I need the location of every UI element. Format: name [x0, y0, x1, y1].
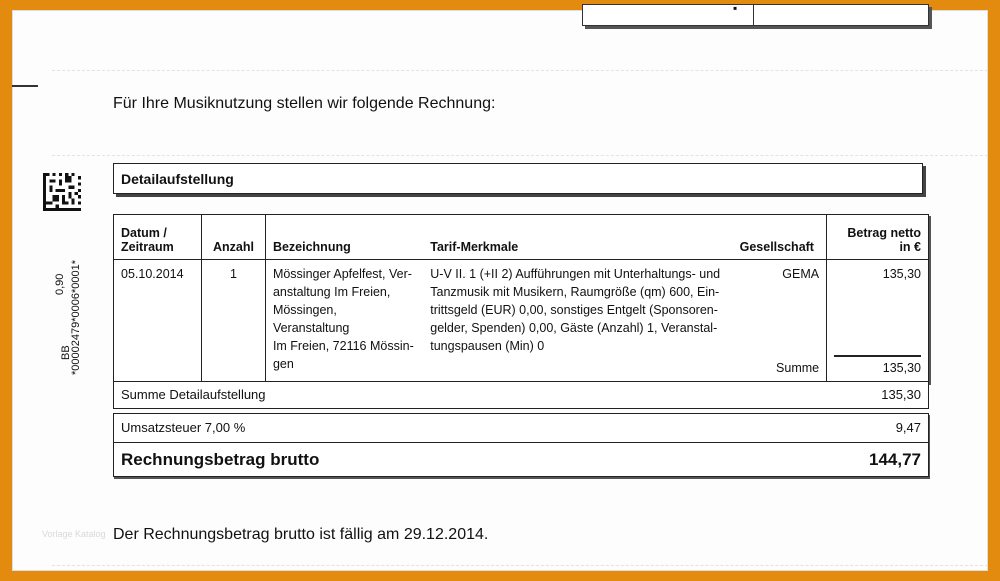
tarif-line: U-V II. 1 (+II 2) Aufführungen mit Unterhaltungs- und — [430, 267, 721, 281]
top-box-divider — [753, 5, 754, 25]
bezeichnung-line: Mössinger Apfelfest, Ver- — [272, 267, 412, 281]
header-datum: Datum / Zeitraum — [114, 215, 202, 260]
totals-divider — [114, 442, 928, 443]
bezeichnung-line: Mössingen, Veranstaltung — [272, 303, 350, 335]
summe-detail-label: Summe Detailaufstellung — [121, 387, 266, 402]
cell-betrag — [827, 260, 929, 383]
umsatzsteuer-label: Umsatzsteuer 7,00 % — [121, 420, 246, 435]
due-text: Der Rechnungsbetrag brutto ist fällig am 29.12.2014. — [113, 526, 489, 543]
bezeichnung-line: anstaltung Im Freien, — [272, 285, 391, 299]
betrag-value: 135,30 — [882, 267, 921, 281]
cell-datum: 05.10.2014 — [114, 260, 202, 383]
scan-line — [52, 155, 988, 156]
fold-mark — [12, 85, 38, 87]
side-code-bb: BB — [60, 345, 72, 360]
header-gesellschaft: Gesellschaft — [733, 215, 827, 260]
cell-tarif — [423, 260, 732, 383]
summe-label: Summe — [776, 361, 820, 375]
tarif-line: gelder, Spenden) 0,00, Gäste (Anzahl) 1, Veranstal- — [430, 321, 718, 335]
bezeichnung-line: Im Freien, 72116 Mössin- — [272, 339, 414, 353]
summe-value: 135,30 — [834, 355, 921, 377]
summe-detail-row — [113, 381, 929, 409]
scan-line — [52, 565, 988, 566]
watermark: Vorlage Katalog — [42, 529, 106, 539]
brutto-label: Rechnungsbetrag brutto — [121, 450, 320, 469]
section-title: Detailaufstellung — [121, 171, 234, 187]
section-header-box — [113, 163, 923, 194]
invoice-page — [12, 1, 988, 571]
header-anzahl: Anzahl — [201, 215, 265, 260]
table-header-row — [114, 215, 929, 260]
umsatzsteuer-value: 9,47 — [895, 420, 921, 435]
tarif-line: Tanzmusik mit Musikern, Raumgröße (qm) 600, Ein- — [430, 285, 720, 299]
gesellschaft-value: GEMA — [782, 267, 820, 281]
header-tarif: Tarif-Merkmale — [423, 215, 732, 260]
cell-gesellschaft — [733, 260, 827, 383]
scan-line — [52, 70, 988, 71]
bezeichnung-line: gen — [272, 357, 294, 371]
totals-box — [113, 413, 929, 477]
intro-text: Für Ihre Musiknutzung stellen wir folgende Rechnung: — [113, 95, 496, 112]
datamatrix-code-icon — [43, 173, 81, 211]
top-address-box — [582, 1, 929, 26]
summe-detail-value: 135,30 — [881, 387, 921, 402]
top-box-glyph: ▪ — [733, 1, 738, 15]
brutto-value: 144,77 — [869, 450, 921, 469]
tarif-line: trittsgeld (EUR) 0,00, sonstiges Entgelt (Sponsoren- — [430, 303, 718, 317]
tarif-line: tungspausen (Min) 0 — [430, 339, 545, 353]
header-betrag: Betrag netto in € — [827, 215, 929, 260]
side-code-amount: 0,90 — [54, 273, 66, 295]
table-row — [114, 260, 929, 383]
detail-table — [113, 214, 929, 383]
header-bezeichnung: Bezeichnung — [265, 215, 423, 260]
cell-anzahl: 1 — [201, 260, 265, 383]
side-code-number: *00002479*0006*0001* — [70, 259, 82, 375]
cell-bezeichnung — [265, 260, 423, 383]
side-reference-codes — [48, 255, 98, 375]
